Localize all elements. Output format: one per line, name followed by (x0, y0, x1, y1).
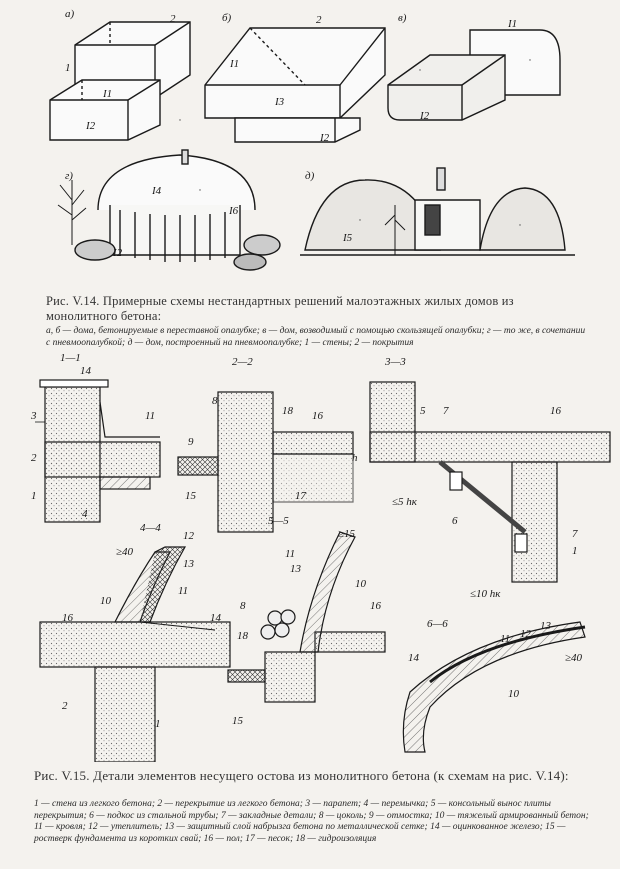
callout-1: 1 (155, 718, 161, 730)
section-mark: І1 (103, 88, 113, 100)
section-mark: І6 (229, 205, 239, 217)
callout-9: 9 (188, 436, 194, 448)
section-mark: І2 (420, 110, 430, 122)
callout-6: 6 (452, 515, 458, 527)
callout-15: 15 (185, 490, 196, 502)
callout-10: 10 (508, 688, 519, 700)
dimension-label: ≤5 hк (392, 496, 417, 508)
callout-13: 13 (540, 620, 551, 632)
section-title: 6—6 (427, 618, 448, 630)
callout-16: 16 (370, 600, 381, 612)
callout-4: 4 (82, 508, 88, 520)
scheme-v (388, 30, 560, 120)
figure-v15-caption-title: Рис. V.15. Детали элементов несущего остова из монолитного бетона (к схемам на рис. V.14): (34, 768, 569, 783)
section-mark: І2 (86, 120, 96, 132)
callout-8: 8 (212, 395, 218, 407)
callout-7: 7 (443, 405, 449, 417)
section-mark: І2 (113, 247, 123, 259)
callout-11: 11 (500, 633, 511, 645)
section-title: 2—2 (232, 356, 253, 368)
section-mark: І1 (230, 58, 240, 70)
callout-13: 13 (290, 563, 301, 575)
callout-11: 11 (285, 548, 296, 560)
callout-2: 2 (316, 14, 322, 26)
detail-4-4 (40, 547, 230, 762)
figure-v15-caption-text: 1 — стена из легкого бетона; 2 — перекрытие из легкого бетона; 3 — парапет; 4 — перемычка; 5 — консольный вынос плиты перекрытия; 6 — подкос из стальной трубы; 7 — закладные детали; 8 — цоколь; 9 — отмостка; 10 — тяжелый армированный бетон; 11 — кровля; 12 — утеплитель; 13 — защитный слой набрызга бетона по металлической сетке; 14 — оцинкованное железо; 15 — ростверк фундамента из коротких свай; 16 — пол; 17 — песок; 18 — гидроизоляция (34, 799, 589, 844)
dimension-label: h (352, 452, 358, 464)
callout-11: 11 (178, 585, 189, 597)
section-mark: І1 (508, 18, 518, 30)
panel-label-b: б) (222, 12, 232, 24)
detail-1-1 (35, 380, 160, 522)
callout-18: 18 (282, 405, 293, 417)
dimension-label: ≥15 (338, 528, 356, 540)
callout-3: 3 (31, 410, 37, 422)
scheme-g (58, 150, 280, 270)
section-mark: І3 (275, 96, 285, 108)
callout-16: 16 (550, 405, 561, 417)
figure-v15-drawings (0, 352, 620, 762)
dimension-label: ≤10 hк (470, 588, 501, 600)
detail-2-2 (178, 392, 353, 532)
callout-14: 14 (210, 612, 221, 624)
callout-10: 10 (355, 578, 366, 590)
section-mark: І4 (152, 185, 162, 197)
section-title: 1—1 (60, 352, 81, 364)
callout-14: 14 (80, 365, 91, 377)
callout-12: 12 (183, 530, 194, 542)
callout-10: 10 (100, 595, 111, 607)
callout-7: 7 (572, 528, 578, 540)
callout-14: 14 (408, 652, 419, 664)
callout-17: 17 (295, 490, 306, 502)
callout-8: 8 (240, 600, 246, 612)
panel-label-g: г) (65, 170, 73, 182)
callout-16: 16 (312, 410, 323, 422)
section-title: 5—5 (268, 515, 289, 527)
detail-5-5 (228, 532, 385, 702)
figure-v14-caption-title: Рис. V.14. Примерные схемы нестандартных решений малоэтажных жилых домов из монолитного бетона: (46, 294, 514, 323)
callout-13: 13 (183, 558, 194, 570)
scheme-d (300, 168, 575, 255)
callout-1: 1 (31, 490, 37, 502)
callout-1: 1 (572, 545, 578, 557)
figure-v14-caption-text: а, б — дома, бетонируемые в переставной опалубке; в — дом, возводимый с помощью скользящей опалубки; г — то же, в сочетании с пневмоопалубкой; д — дом, построенный на пневмоопалубке; 1 — стены; 2 — покрытия (46, 326, 586, 348)
detail-6-6 (403, 622, 585, 752)
callout-12: 12 (520, 628, 531, 640)
section-title: 3—3 (385, 356, 406, 368)
callout-2: 2 (170, 13, 176, 25)
panel-label-v: в) (398, 12, 407, 24)
panel-label-a: а) (65, 8, 75, 20)
dimension-label: ≥40 (565, 652, 583, 664)
section-mark: І2 (320, 132, 330, 144)
figure-v14-drawings (0, 0, 620, 290)
callout-16: 16 (62, 612, 73, 624)
callout-11: 11 (145, 410, 156, 422)
callout-2: 2 (31, 452, 37, 464)
callout-2: 2 (62, 700, 68, 712)
panel-label-d: д) (305, 170, 315, 182)
scheme-b (205, 28, 385, 142)
callout-5: 5 (420, 405, 426, 417)
callout-18: 18 (237, 630, 248, 642)
scheme-a (50, 22, 190, 140)
section-title: 4—4 (140, 522, 161, 534)
section-mark: І5 (343, 232, 353, 244)
callout-1: 1 (65, 62, 71, 74)
callout-15: 15 (232, 715, 243, 727)
dimension-label: ≥40 (116, 546, 134, 558)
